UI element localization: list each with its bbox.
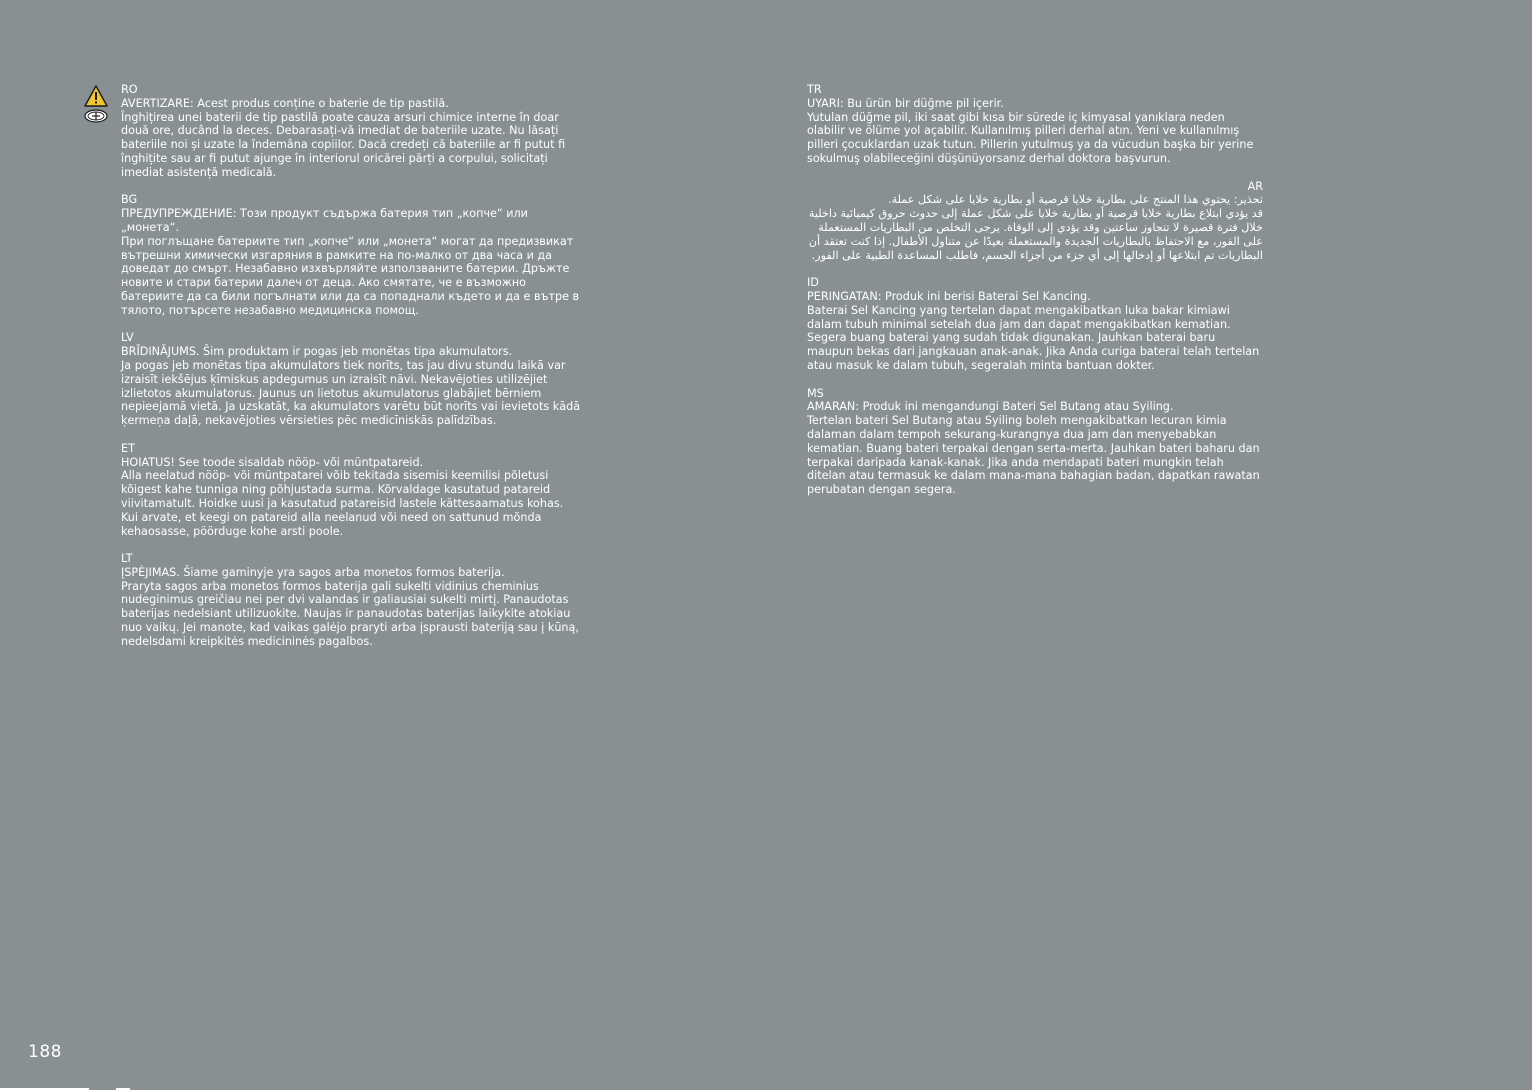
warning-body: Tertelan bateri Sel Butang atau Syiling boleh mengakibatkan lecuran kimia dalaman dalam tempoh sekurang-kurangnya dua jam dan menyebabkan kematian. Buang bateri terpakai dengan serta-merta. Jauhkan bateri baharu dan terpakai daripada kanak-kanak. Jika anda mendapati bateri mungkin telah ditelan atau termasuk ke dalam mana-mana bahagian badan, dapatkan rawatan perubatan dengan segera. [807, 414, 1260, 497]
warning-icons [84, 85, 108, 123]
language-code: ID [807, 276, 819, 290]
language-code: MS [807, 386, 824, 400]
warning-body: Alla neelatud nööp- või müntpatarei võib tekitada sisemisi keemilisi põletusi kõigest kahe tunniga ning põhjustada surma. Kõrvaldage kasutatud patareid viivitamatult. Hoidke uusi ja kasutatud patareisid lastele kättesaamatus kohas. Kui arvate, et keegi on patareid alla neelanud või need on sattunud mõnda kehaosasse, pöörduge kohe arsti poole. [121, 469, 564, 538]
language-code: TR [807, 83, 822, 96]
warning-heading: BRĪDINĀJUMS. Šim produktam ir pogas jeb monētas tipa akumulators. [121, 345, 513, 359]
warning-heading: AMARAN: Produk ini mengandungi Bateri Sel Butang atau Syiling. [807, 400, 1174, 414]
warning-body: При поглъщане батериите тип „копче“ или „монета“ могат да предизвикат вътрешни химически изгаряния в рамките на по-малко от два часа и да доведат до смърт. Незабавно изхвърляйте използваните батерии. Дръжте новите и стари батерии далеч от деца. Ако смятате, че е възможно батериите да са били погълнати или да са попаднали където и да е вътре в тялото, потърсете незабавно медицинска помощ. [121, 234, 580, 317]
warning-heading: تحذير: يحتوي هذا المنتج على بطارية خلايا قرصية أو بطارية خلايا على شكل عملة. [888, 193, 1263, 207]
language-code: BG [121, 193, 138, 207]
warning-section-et [121, 442, 581, 539]
warning-body: قد يؤدي ابتلاع بطارية خلايا قرصية أو بطارية خلايا على شكل عملة إلى حدوث حروق كيميائية داخلية خلال فترة قصيرة لا تتجاوز ساعتين وقد يؤدي إلى الوفاة. يرجى التخلص من البطاريات المستعملة على الفور، مع الاحتفاظ بالبطاريات الجديدة والمستعملة بعيدًا عن متناول الأطفال. إذا كنت تعتقد أن البطاريات تم ابتلاعها أو إدخالها إلى أي جزء من أجزاء الجسم، فاطلب المساعدة الطبية على الفور. [808, 207, 1263, 262]
warning-section-tr [807, 83, 1263, 166]
language-code: LT [121, 552, 133, 566]
warning-heading: HOIATUS! See toode sisaldab nööp- või müntpatareid. [121, 455, 424, 469]
language-code: AR [1247, 179, 1263, 193]
warning-heading: PERINGATAN: Produk ini berisi Baterai Sel Kancing. [807, 289, 1091, 303]
warning-section-ms [807, 387, 1263, 497]
left-column [121, 83, 581, 662]
right-column [807, 83, 1263, 511]
warning-section-ro [121, 83, 581, 180]
warning-heading: AVERTIZARE: Acest produs conține o baterie de tip pastilă. [121, 96, 449, 110]
language-code: ET [121, 441, 135, 455]
coin-battery-icon [84, 109, 108, 123]
page-number: 188 [28, 1042, 62, 1062]
warning-section-ar [807, 180, 1263, 263]
warning-body: Înghițirea unei baterii de tip pastilă poate cauza arsuri chimice interne în doar două ore, ducând la deces. Debarasați-vă imediat de bateriile uzate. Nu lăsați bateriile noi și uzate la îndemâna copiilor. Dacă credeți că bateriile ar fi putut fi înghițite sau ar fi putut ajunge în interiorul oricărei părți a corpului, solicitați imediat asistență medicală. [121, 110, 566, 179]
warning-section-bg [121, 193, 581, 317]
warning-heading: UYARI: Bu ürün bir düğme pil içerir. [807, 96, 1004, 110]
warning-body: Baterai Sel Kancing yang tertelan dapat mengakibatkan luka bakar kimiawi dalam tubuh minimal setelah dua jam dan dapat mengakibatkan kematian. Segera buang baterai yang sudah tidak digunakan. Jauhkan baterai baru maupun bekas dari jangkauan anak-anak. Jika Anda curiga baterai telah tertelan atau masuk ke dalam tubuh, segeralah minta bantuan dokter. [807, 303, 1260, 372]
warning-heading: ПРЕДУПРЕЖДЕНИЕ: Този продукт съдържа батерия тип „копче“ или „монета“. [121, 207, 528, 234]
warning-body: Praryta sagos arba monetos formos baterija gali sukelti vidinius cheminius nudeginimus greičiau nei per dvi valandas ir galiausiai sukelti mirtį. Panaudotas baterijas nedelsiant utilizuokite. Naujas ir panaudotas baterijas laikykite atokiau nuo vaikų. Jei manote, kad vaikas galėjo praryti arba įsprausti bateriją sau į kūną, nedelsdami kreipkitės medicininės pagalbos. [121, 579, 579, 648]
language-code: LV [121, 331, 134, 345]
warning-section-id [807, 276, 1263, 373]
warning-body: Yutulan düğme pil, iki saat gibi kısa bir sürede iç kimyasal yanıklara neden olabilir ve ölüme yol açabilir. Kullanılmış pilleri derhal atın. Yeni ve kullanılmış pilleri çocuklardan uzak tutun. Pillerin yutulmuş ya da vücudun başka bir yerine sokulmuş olabileceğini düşünüyorsanız derhal doktora başvurun. [807, 110, 1254, 165]
warning-heading: ĮSPĖJIMAS. Šiame gaminyje yra sagos arba monetos formos baterija. [121, 565, 505, 579]
warning-body: Ja pogas jeb monētas tipa akumulators tiek norīts, tas jau divu stundu laikā var izraisīt iekšējus ķīmiskus apdegumus un izraisīt nāvi. Nekavējoties utilizējiet izlietotos akumulatorus. Jaunus un lietotus akumulatorus glabājiet bērniem nepieejamā vietā. Ja uzskatāt, ka akumulators varētu būt norīts vai ievietots kādā ķermeņa daļā, nekavējoties vērsieties pēc medicīniskās palīdzības. [121, 358, 581, 428]
warning-section-lv [121, 331, 581, 428]
warning-triangle-icon [84, 85, 108, 107]
language-code: RO [121, 83, 138, 96]
warning-section-lt [121, 552, 581, 649]
